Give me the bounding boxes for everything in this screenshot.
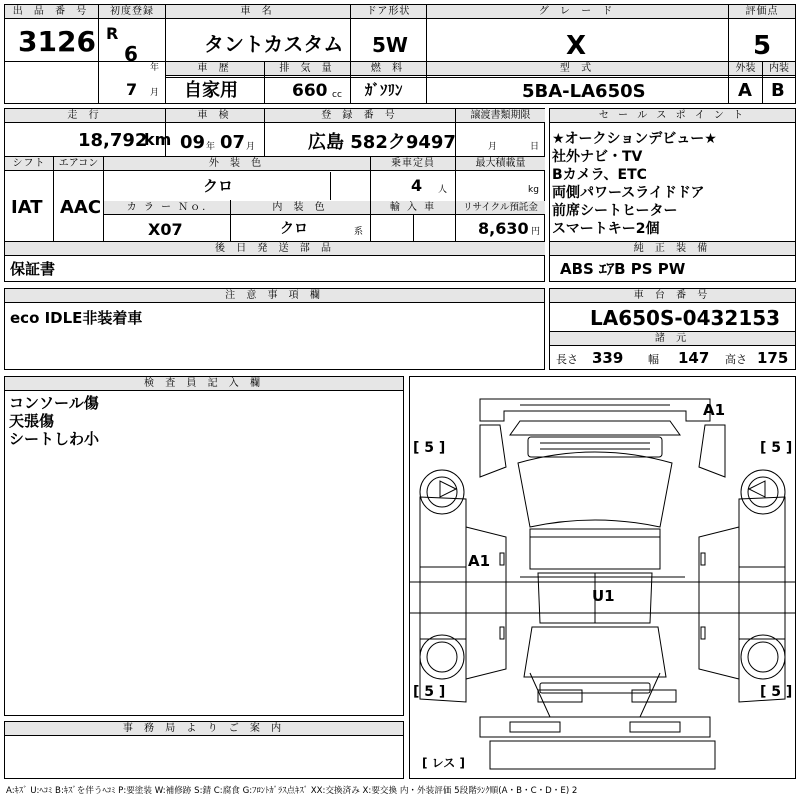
score-label: 評価点: [729, 5, 795, 19]
insp-year-unit: 年: [206, 142, 216, 152]
sales-point-4: 両側パワースライドドア: [552, 185, 705, 201]
ac: AAC: [60, 197, 102, 218]
insp-month-unit: 月: [246, 142, 256, 152]
damage-mark-left-door: A1: [468, 552, 491, 570]
later-parts-label: 後 日 発 送 部 品: [5, 242, 545, 256]
inspector-line-2: 天張傷: [9, 412, 55, 430]
int-color: クロ: [280, 221, 308, 237]
chassis-number: LA650S-0432153: [590, 306, 781, 330]
equipment-label: 純 正 装 備: [550, 242, 795, 256]
sales-point-1: ★オークションデビュー★: [552, 131, 717, 147]
model: 5BA-LA650S: [522, 81, 646, 102]
lot-label: 出 品 番 号: [5, 5, 98, 19]
width: 147: [678, 349, 710, 367]
era: R: [106, 24, 119, 43]
tire-front-right: [ 5 ]: [760, 440, 793, 456]
capacity: 4: [411, 176, 423, 195]
legend-footer: A:ｷｽﾞ U:ﾍｺﾐ B:ｷｽﾞを伴うﾍｺﾐ P:要塗装 W:補修跡 S:錆 C:腐食 G:ﾌﾛﾝﾄｶﾞﾗｽ点ｷｽﾞ XX:交換済み X:要交換 内・外装評価 5段階ﾗﾝｸ順(A・B・C・D・E) 2: [6, 786, 578, 796]
recycle-label: リサイクル預託金: [456, 201, 545, 215]
color-no-label: カ ラ ー Ｎｏ.: [104, 201, 230, 215]
load-unit: kg: [528, 185, 539, 195]
capacity-unit: 人: [438, 185, 448, 195]
sales-points-label: セ ー ル ス ポ イ ン ト: [550, 109, 795, 123]
later-parts: 保証書: [10, 260, 56, 278]
ext-color: クロ: [203, 177, 234, 195]
mileage-label: 走 行: [5, 109, 165, 123]
ext-grade: A: [738, 80, 752, 101]
inspector-label: 検 査 員 記 入 欄: [5, 377, 403, 391]
int-label: 内装: [763, 62, 795, 76]
door-type: 5W: [372, 33, 408, 57]
tire-rear-right: [ 5 ]: [760, 684, 793, 700]
height-label: 高さ: [725, 353, 747, 366]
plate-label: 登 録 番 号: [265, 109, 455, 123]
insp-year: 09: [180, 132, 206, 153]
model-label: 型 式: [427, 62, 728, 76]
shift-label: シフト: [5, 157, 53, 171]
damage-mark-roof: U1: [592, 587, 615, 605]
car-name: タントカスタム: [204, 32, 344, 56]
ext-label: 外装: [729, 62, 762, 76]
int-color-unit: 系: [354, 227, 364, 237]
lot-number: 3126: [18, 25, 96, 58]
notes-label: 注 意 事 項 欄: [5, 289, 544, 303]
fuel-label: 燃 料: [351, 62, 426, 76]
car-name-label: 車 名: [166, 5, 350, 19]
displacement-unit: cc: [332, 90, 342, 100]
height: 175: [757, 349, 789, 367]
recycle: 8,630: [478, 219, 529, 238]
sales-point-3: Bカメラ、ETC: [552, 167, 647, 183]
car-outline-drawing: [410, 377, 795, 778]
load-label: 最大積載量: [456, 157, 545, 171]
sales-point-5: 前席シートヒーター: [552, 203, 678, 219]
transfer-month: 月: [488, 142, 498, 152]
tire-front-left: [ 5 ]: [413, 440, 446, 456]
inspector-block: [4, 376, 404, 716]
history-label: 車 歴: [166, 62, 264, 76]
history: 自家用: [184, 80, 238, 101]
first-reg-label: 初度登録: [99, 5, 165, 19]
reg-year: 6: [124, 42, 138, 66]
damage-mark-front: A1: [703, 401, 726, 419]
chassis-label: 車 台 番 号: [550, 289, 795, 303]
equipment: ABS ｴｱB PS PW: [560, 260, 686, 278]
ac-label: エアコン: [54, 157, 103, 171]
displacement-label: 排 気 量: [265, 62, 350, 76]
color-no: X07: [148, 220, 183, 239]
sales-point-6: スマートキー2個: [552, 221, 660, 237]
transfer-label: 譲渡書類期限: [456, 109, 545, 123]
grade-label: グ レ ー ド: [427, 5, 728, 19]
car-diagram: [409, 376, 796, 779]
displacement: 660: [292, 81, 328, 101]
inspector-line-3: シートしわ小: [9, 430, 100, 448]
reg-month-unit: 月: [150, 88, 160, 98]
fuel: ｶﾞｿﾘﾝ: [365, 81, 403, 99]
int-grade: B: [771, 80, 785, 101]
length: 339: [592, 349, 624, 367]
transfer-day: 日: [530, 142, 540, 152]
ext-color-label: 外 装 色: [104, 157, 370, 171]
sales-point-2: 社外ナビ・TV: [552, 149, 643, 165]
grade: X: [566, 31, 587, 61]
inspection-label: 車 検: [166, 109, 264, 123]
reg-month: 7: [126, 80, 138, 99]
notes: eco IDLE非装着車: [10, 309, 143, 327]
spare-tire: [ レス ]: [422, 756, 465, 770]
int-color-label: 内 装 色: [231, 201, 370, 215]
inspector-line-1: コンソール傷: [9, 394, 99, 412]
plate: 広島 582ク9497: [308, 132, 456, 153]
office-label: 事 務 局 よ り ご 案 内: [5, 722, 403, 736]
dims-label: 諸 元: [550, 332, 795, 346]
width-label: 幅: [648, 353, 659, 366]
door-label: ドア形状: [351, 5, 426, 19]
import-label: 輸 入 車: [371, 201, 455, 215]
mileage-unit: km: [144, 130, 172, 149]
mileage: 18,792: [78, 130, 148, 151]
length-label: 長さ: [556, 353, 578, 366]
tire-rear-left: [ 5 ]: [413, 684, 446, 700]
recycle-unit: 円: [531, 227, 541, 237]
reg-year-unit: 年: [150, 63, 160, 73]
insp-month: 07: [220, 132, 246, 153]
score: 5: [753, 31, 772, 61]
capacity-label: 乗車定員: [371, 157, 455, 171]
shift: IAT: [11, 197, 43, 218]
